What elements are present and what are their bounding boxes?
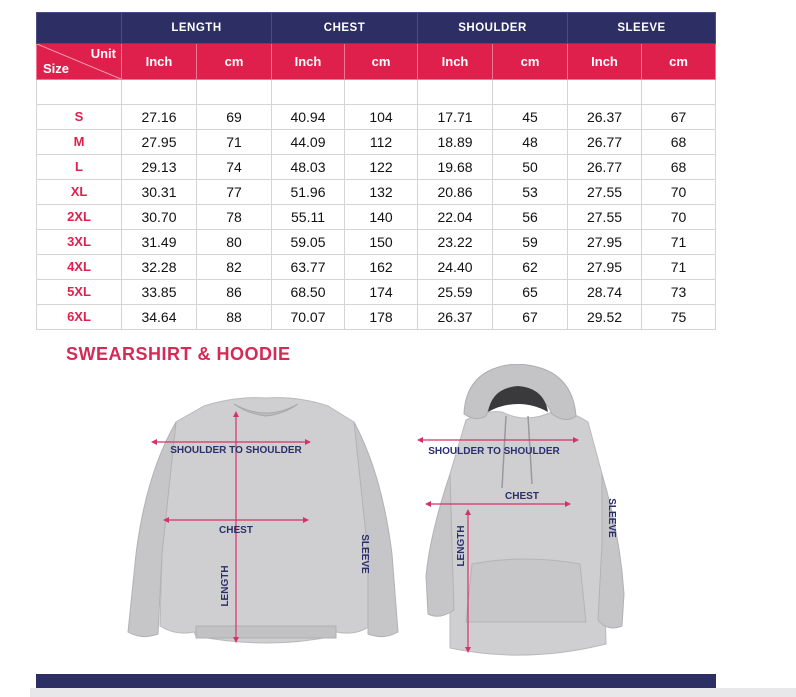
measurement-cell: 22.04	[418, 205, 493, 230]
measurement-cell: 178	[345, 305, 418, 330]
table-row	[37, 305, 716, 330]
measurement-cell: 80	[197, 230, 272, 255]
hoodie-length-label: LENGTH	[456, 525, 467, 567]
measurement-cell: 112	[345, 130, 418, 155]
measurement-cell: 71	[642, 255, 716, 280]
size-label-cell: 4XL	[37, 255, 122, 280]
sweatshirt-chest-label: CHEST	[219, 525, 253, 536]
section-title: SWEARSHIRT & HOODIE	[66, 344, 291, 364]
measurement-cell: 31.49	[122, 230, 197, 255]
measurement-cell: 68.50	[272, 280, 345, 305]
size-label-cell: 3XL	[37, 230, 122, 255]
measurement-cell: 63.77	[272, 255, 345, 280]
unit-header-cell: Inch	[122, 44, 197, 80]
measurement-cell: 104	[345, 105, 418, 130]
bottom-strip	[30, 688, 796, 697]
garment-illustrations	[36, 364, 716, 684]
measurement-cell: 68	[642, 155, 716, 180]
measurement-cell: 59	[493, 230, 568, 255]
measurement-cell: 34.64	[122, 305, 197, 330]
measurement-cell: 55.11	[272, 205, 345, 230]
measurement-cell: 140	[345, 205, 418, 230]
table-row	[37, 130, 716, 155]
size-corner-label: Size	[43, 61, 70, 76]
measurement-cell: 23.22	[418, 230, 493, 255]
measurement-cell: 40.94	[272, 105, 345, 130]
measurement-cell: 29.52	[568, 305, 642, 330]
measurement-cell: 86	[197, 280, 272, 305]
table-row	[37, 255, 716, 280]
measurement-cell: 24.40	[418, 255, 493, 280]
measurement-cell: 29.13	[122, 155, 197, 180]
table-row	[37, 155, 716, 180]
measurement-cell: 27.16	[122, 105, 197, 130]
measurement-cell: 71	[197, 130, 272, 155]
table-row	[37, 280, 716, 305]
size-label-cell: L	[37, 155, 122, 180]
measurement-cell: 78	[197, 205, 272, 230]
empty-row	[37, 80, 716, 105]
unit-corner-label: Unit	[90, 46, 116, 61]
table-row	[37, 180, 716, 205]
measurement-cell: 27.55	[568, 180, 642, 205]
group-header-shoulder: SHOULDER	[418, 13, 568, 44]
measurement-cell: 32.28	[122, 255, 197, 280]
measurement-cell: 27.95	[568, 230, 642, 255]
measurement-cell: 69	[197, 105, 272, 130]
measurement-cell: 73	[642, 280, 716, 305]
measurement-cell: 18.89	[418, 130, 493, 155]
measurement-cell: 19.68	[418, 155, 493, 180]
measurement-cell: 162	[345, 255, 418, 280]
measurement-cell: 51.96	[272, 180, 345, 205]
size-chart-image	[36, 12, 716, 692]
measurement-cell: 174	[345, 280, 418, 305]
measurement-cell: 45	[493, 105, 568, 130]
measurement-cell: 17.71	[418, 105, 493, 130]
hoodie-right-sleeve	[598, 474, 624, 628]
hoodie-sleeve-label: SLEEVE	[606, 498, 617, 538]
sweatshirt-sleeve-label: SLEEVE	[359, 534, 370, 574]
measurement-cell: 48.03	[272, 155, 345, 180]
measurement-cell: 56	[493, 205, 568, 230]
measurement-cell: 53	[493, 180, 568, 205]
measurement-cell: 75	[642, 305, 716, 330]
measurement-cell: 82	[197, 255, 272, 280]
measurement-cell: 33.85	[122, 280, 197, 305]
unit-header-cell: cm	[197, 44, 272, 80]
measurement-cell: 48	[493, 130, 568, 155]
measurement-cell: 67	[493, 305, 568, 330]
sweatshirt-length-label: LENGTH	[220, 565, 231, 607]
measurement-cell: 30.31	[122, 180, 197, 205]
measurement-cell: 70	[642, 205, 716, 230]
measurement-cell: 26.77	[568, 130, 642, 155]
size-label-cell: 5XL	[37, 280, 122, 305]
measurement-cell: 70.07	[272, 305, 345, 330]
measurement-cell: 132	[345, 180, 418, 205]
size-label-cell: 6XL	[37, 305, 122, 330]
measurement-cell: 150	[345, 230, 418, 255]
size-rows	[37, 105, 716, 330]
unit-header-cell: cm	[642, 44, 716, 80]
measurement-cell: 27.95	[568, 255, 642, 280]
measurement-cell: 59.05	[272, 230, 345, 255]
measurement-cell: 71	[642, 230, 716, 255]
table-row	[37, 205, 716, 230]
unit-header-cell: Inch	[568, 44, 642, 80]
size-label-cell: XL	[37, 180, 122, 205]
table-row	[37, 230, 716, 255]
hoodie-illustration	[420, 364, 624, 655]
measurement-cell: 77	[197, 180, 272, 205]
measurement-cell: 20.86	[418, 180, 493, 205]
hoodie-chest-label: CHEST	[505, 491, 539, 502]
measurement-cell: 26.77	[568, 155, 642, 180]
measurement-cell: 68	[642, 130, 716, 155]
measurement-cell: 65	[493, 280, 568, 305]
footer-table-edge	[36, 674, 716, 688]
group-header-sleeve: SLEEVE	[568, 13, 716, 44]
group-header-chest: CHEST	[272, 13, 418, 44]
measurement-cell: 44.09	[272, 130, 345, 155]
hoodie-shoulder-label: SHOULDER TO SHOULDER	[428, 446, 560, 457]
measurement-cell: 26.37	[568, 105, 642, 130]
measurement-cell: 26.37	[418, 305, 493, 330]
measurement-cell: 30.70	[122, 205, 197, 230]
unit-header-cell: Inch	[272, 44, 345, 80]
size-table	[36, 12, 716, 330]
size-unit-corner-cell	[37, 44, 122, 80]
measurement-cell: 67	[642, 105, 716, 130]
measurement-cell: 62	[493, 255, 568, 280]
measurement-cell: 88	[197, 305, 272, 330]
sweatshirt-illustration	[128, 398, 398, 643]
measurement-cell: 28.74	[568, 280, 642, 305]
unit-header-row	[37, 44, 716, 80]
unit-header-cell: Inch	[418, 44, 493, 80]
size-label-cell: 2XL	[37, 205, 122, 230]
sweatshirt-hem	[196, 626, 336, 638]
measurement-cell: 122	[345, 155, 418, 180]
sweatshirt-shoulder-label: SHOULDER TO SHOULDER	[170, 445, 302, 456]
table-row	[37, 105, 716, 130]
size-label-cell: M	[37, 130, 122, 155]
group-header-length: LENGTH	[122, 13, 272, 44]
group-header-row	[37, 13, 716, 44]
size-label-cell: S	[37, 105, 122, 130]
measurement-cell: 27.55	[568, 205, 642, 230]
unit-header-cell: cm	[493, 44, 568, 80]
hoodie-pocket	[466, 559, 586, 622]
hoodie-left-sleeve	[426, 474, 454, 616]
measurement-cell: 74	[197, 155, 272, 180]
corner-cell-top	[37, 13, 122, 44]
measurement-cell: 70	[642, 180, 716, 205]
unit-header-cell: cm	[345, 44, 418, 80]
measurement-cell: 25.59	[418, 280, 493, 305]
measurement-cell: 50	[493, 155, 568, 180]
measurement-cell: 27.95	[122, 130, 197, 155]
